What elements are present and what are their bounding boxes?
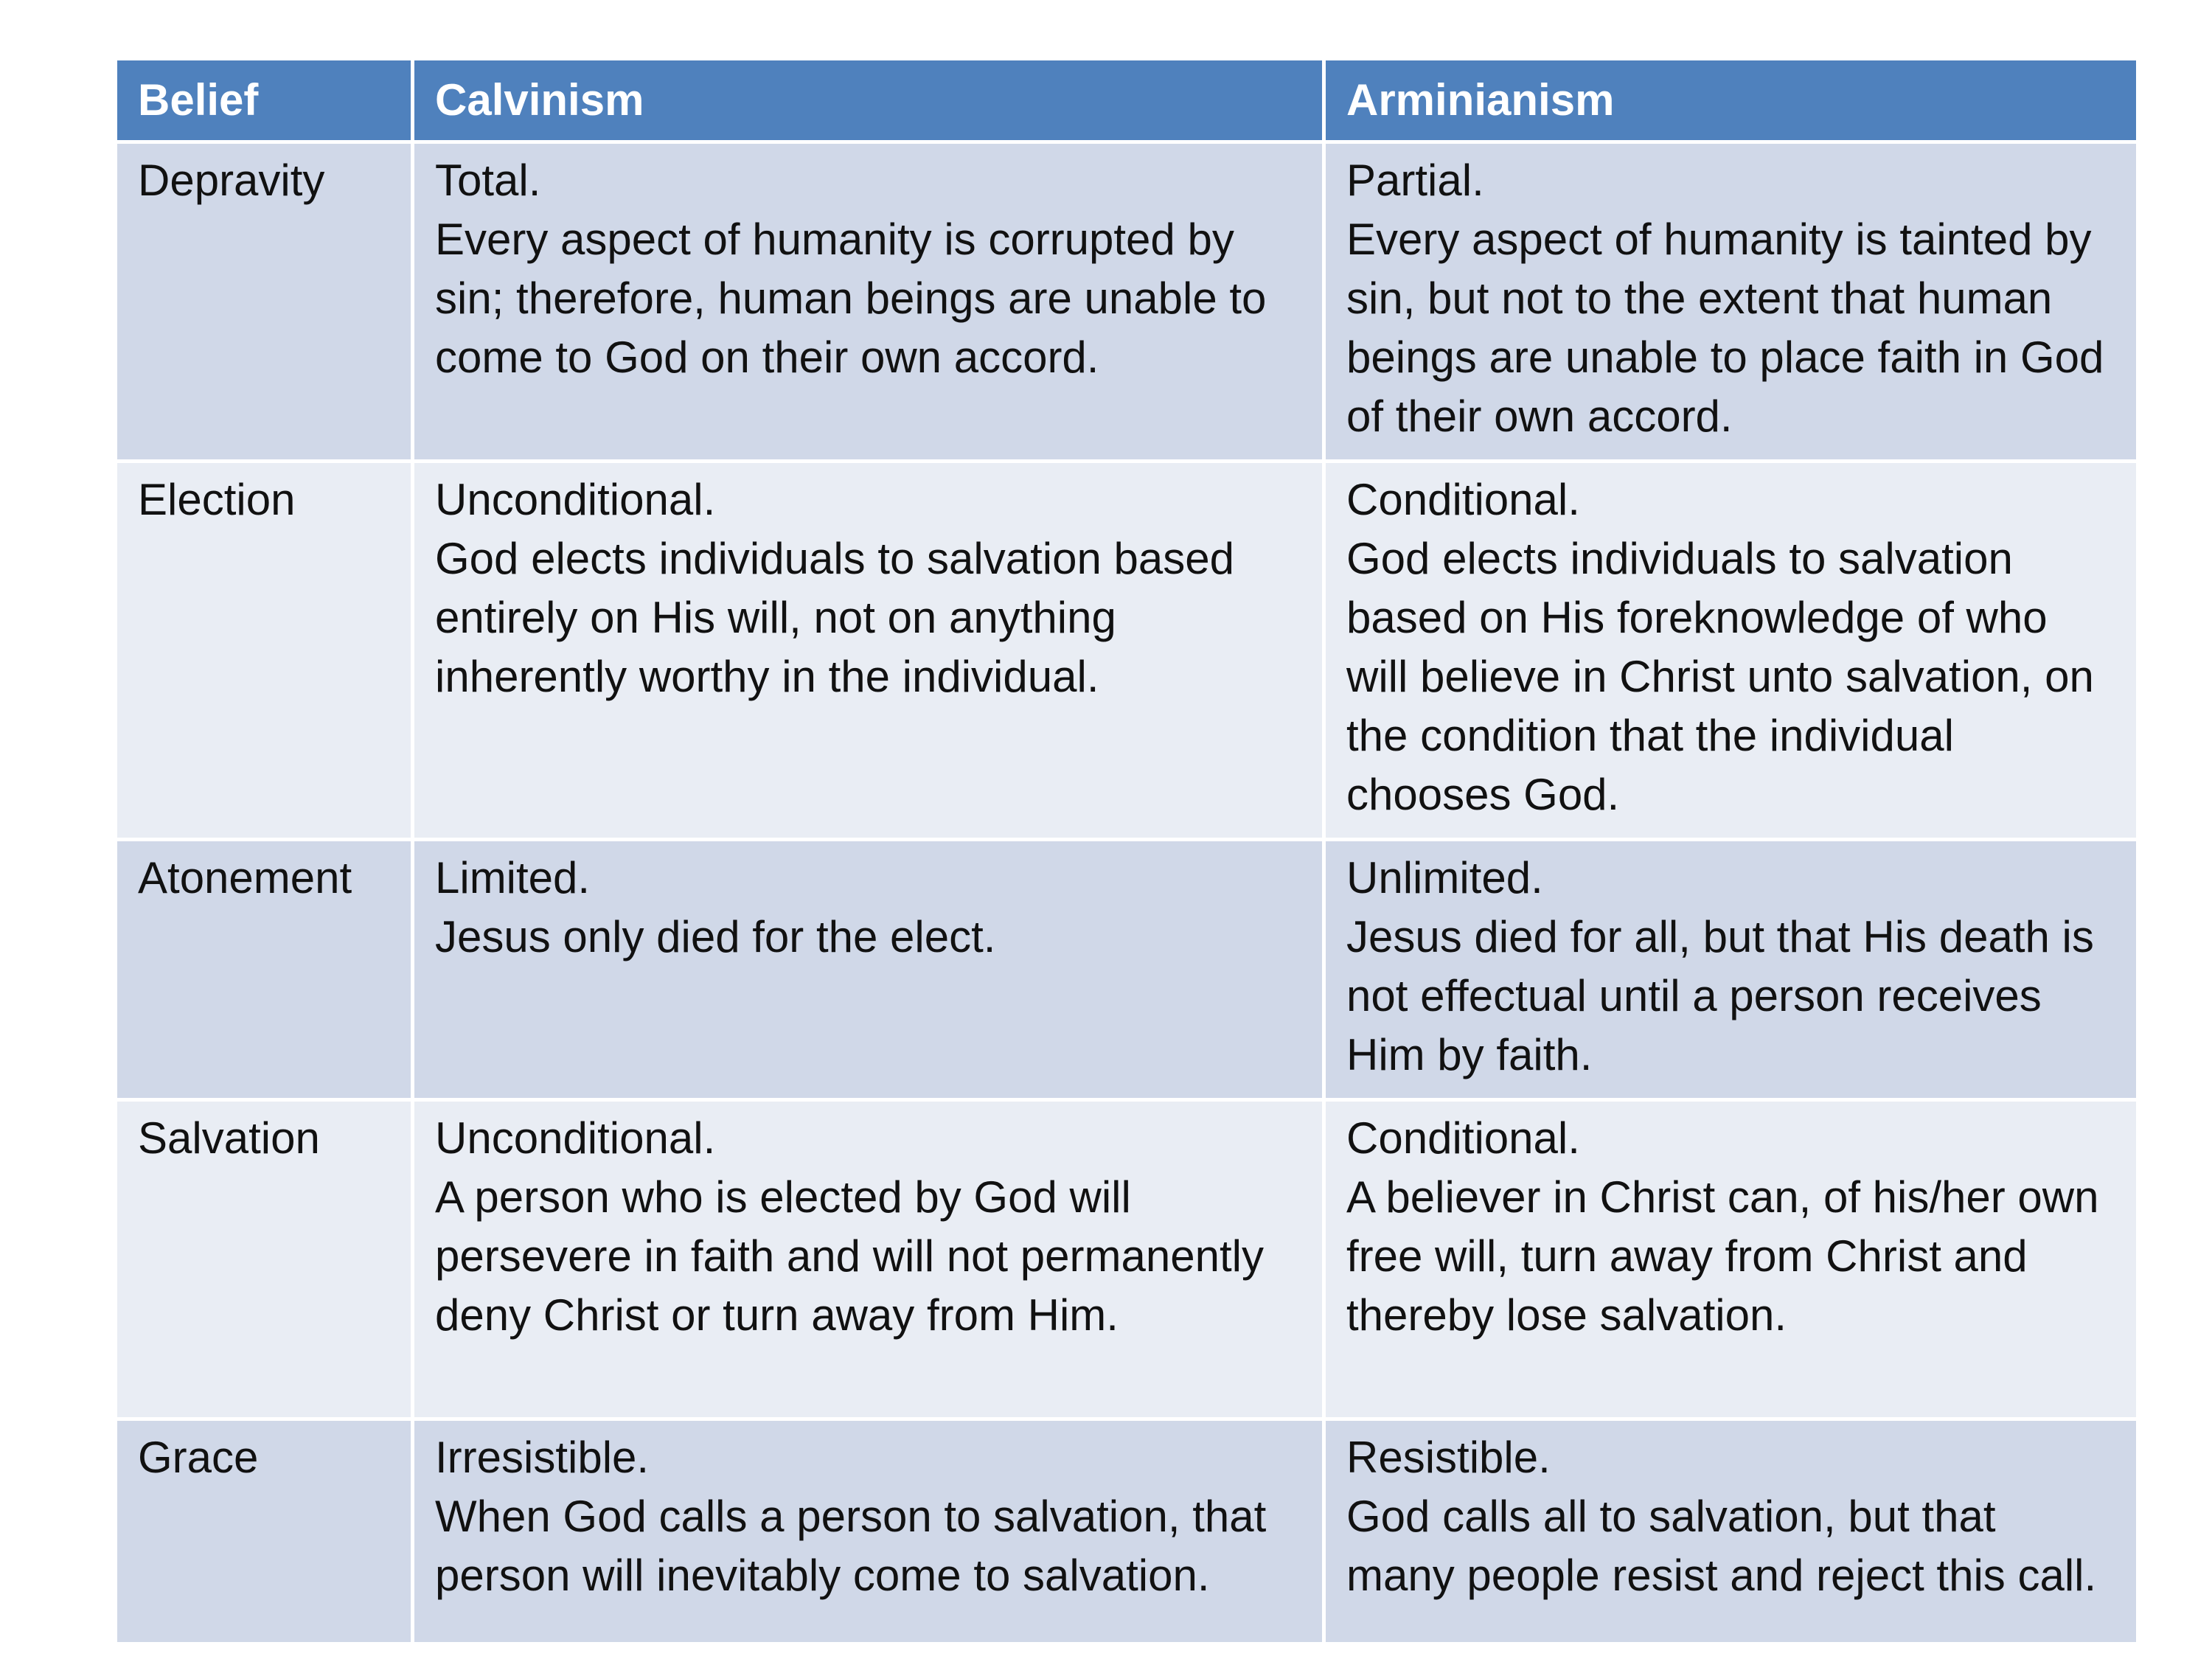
calvinism-explanation: When God calls a person to salvation, that person will inevitably come to salvation.	[435, 1492, 1267, 1600]
header-belief: Belief	[116, 59, 413, 142]
calvinism-verdict: Total.	[435, 156, 541, 205]
header-calvinism: Calvinism	[413, 59, 1324, 142]
calvinism-explanation: A person who is elected by God will persevere in faith and will not permanently deny Christ or turn away from Him.	[435, 1172, 1264, 1340]
table-header	[116, 59, 2138, 142]
belief-cell: Atonement	[116, 840, 413, 1100]
table-row	[116, 462, 2138, 840]
table-row	[116, 1419, 2138, 1644]
table-body	[116, 142, 2138, 1644]
arminianism-explanation: God elects individuals to salvation based on His foreknowledge of who will believe in Christ unto salvation, on the condition that the individual chooses God.	[1346, 534, 2094, 819]
calvinism-explanation: Every aspect of humanity is corrupted by sin; therefore, human beings are unable to come to God on their own accord.	[435, 215, 1267, 382]
calvinism-cell	[413, 840, 1324, 1100]
arminianism-verdict: Resistible.	[1346, 1433, 1551, 1482]
calvinism-explanation: Jesus only died for the elect.	[435, 912, 996, 961]
arminianism-verdict: Unlimited.	[1346, 853, 1543, 902]
calvinism-verdict: Unconditional.	[435, 1113, 716, 1163]
calvinism-cell	[413, 142, 1324, 462]
arminianism-verdict: Conditional.	[1346, 475, 1580, 524]
arminianism-cell	[1324, 462, 2138, 840]
arminianism-verdict: Partial.	[1346, 156, 1484, 205]
arminianism-explanation: God calls all to salvation, but that many people resist and reject this call.	[1346, 1492, 2097, 1600]
arminianism-cell	[1324, 840, 2138, 1100]
table-row	[116, 840, 2138, 1100]
arminianism-explanation: A believer in Christ can, of his/her own free will, turn away from Christ and thereby lose salvation.	[1346, 1172, 2099, 1340]
arminianism-cell	[1324, 1419, 2138, 1644]
table-row	[116, 142, 2138, 462]
belief-cell: Grace	[116, 1419, 413, 1644]
arminianism-cell	[1324, 1100, 2138, 1419]
calvinism-explanation: God elects individuals to salvation based entirely on His will, not on anything inherently worthy in the individual.	[435, 534, 1234, 701]
belief-cell: Salvation	[116, 1100, 413, 1419]
arminianism-verdict: Conditional.	[1346, 1113, 1580, 1163]
table-row	[116, 1100, 2138, 1419]
calvinism-verdict: Unconditional.	[435, 475, 716, 524]
comparison-table	[114, 57, 2140, 1646]
arminianism-explanation: Every aspect of humanity is tainted by sin, but not to the extent that human beings are unable to place faith in God of their own accord.	[1346, 215, 2104, 441]
calvinism-cell	[413, 1100, 1324, 1419]
arminianism-cell	[1324, 142, 2138, 462]
arminianism-explanation: Jesus died for all, but that His death is not effectual until a person receives Him by faith.	[1346, 912, 2094, 1079]
header-arminianism: Arminianism	[1324, 59, 2138, 142]
header-row	[116, 59, 2138, 142]
calvinism-verdict: Limited.	[435, 853, 591, 902]
belief-cell: Election	[116, 462, 413, 840]
calvinism-verdict: Irresistible.	[435, 1433, 650, 1482]
calvinism-cell	[413, 1419, 1324, 1644]
calvinism-cell	[413, 462, 1324, 840]
belief-cell: Depravity	[116, 142, 413, 462]
